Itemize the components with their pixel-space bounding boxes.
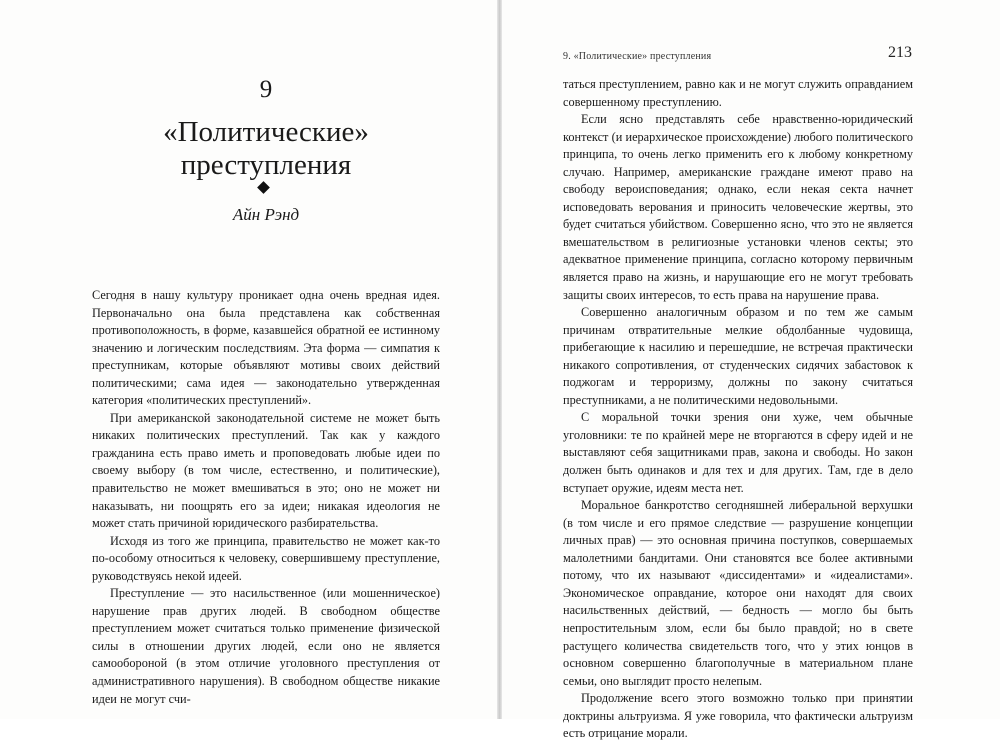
diamond-ornament-icon [257,181,270,194]
right-page [502,0,1000,741]
page-number: 213 [888,44,912,61]
running-head: 9. «Политические» преступления [563,51,712,62]
chapter-title-line-1: «Политические» [163,116,369,148]
right-body-text [563,76,913,743]
paragraph: Совершенно аналогичным образом и по тем же самым причинам отвратительные мелкие обдолбанные чудовища, прибегающие к насилию и перешедшие, не встречая практически никакого сопротивления, от студенческих сидячих забастовок к поджогам и терроризму, должны по закону считаться преступниками, а не политическими недовольными. [563,305,913,407]
left-page [0,0,497,719]
paragraph: Сегодня в нашу культуру проникает одна очень вредная идея. Первоначально она была представлена как собственная противоположность, в форме, казавшейся обратной ее истинному значению и логическим последствиям. Эта форма — симпатия к преступникам, которые объявляют мотивы своих действий политическими; сама идея — законодательно утвержденная категория «политических преступлений». [92,288,440,408]
paragraph: С моральной точки зрения они хуже, чем обычные уголовники: те по крайней мере не вторгаются в сферу идей и не выставляют себя защитниками прав, закона и свободы. Но закон должен быть одинаков и для тех и для других. Там, где в дело вступает оружие, идеям места нет. [563,410,913,495]
chapter-title [0,116,532,182]
paragraph: Продолжение всего этого возможно только при принятии доктрины альтруизма. Я уже говорила, что фактически альтруизм есть отрицание морали. [563,691,913,741]
paragraph: таться преступлением, равно как и не могут служить оправданием совершенному преступлению. [563,77,913,109]
paragraph: При американской законодательной системе не может быть никаких политических преступлений. Так как у каждого гражданина есть право иметь и проповедовать любые идеи по своему выбору (в том числе, естественно, и политические), правительство не может вмешиваться в это; оно не может ни наказывать, ни поощрять его за идеи; никакая идеология не может стать причиной юридического разбирательства. [92,410,440,531]
paragraph: Преступление — это насильственное (или мошенническое) нарушение прав других людей. В свободном обществе преступлением может считаться только применение физической силы в отношении других людей, если оно не является самообороной (в этом отличие уголовного преступления от административного нарушения). В свободном обществе никакие идеи не могут счи- [92,586,440,706]
paragraph: Моральное банкротство сегодняшней либеральной верхушки (в том числе и его прямое следствие — разрушение концепции личных прав) — это основная причина поступков, совершаемых малолетними бандитами. Они становятся все более активными потому, что их называют «диссидентами» и «идеалистами». Экономическое оправдание, которое они находят для своих насильственных действий, — бедность — могло бы быть непростительным злом, если бы было правдой; но в свете растущего количества свидетельств того, что у этих юнцов в основном совершенно благополучные в материальном плане семьи, оно выглядит просто нелепым. [563,498,913,688]
paragraph: Исходя из того же принципа, правительство не может как-то по-особому относиться к человеку, совершившему преступление, руководствуясь некой идеей. [92,533,440,583]
paragraph: Если ясно представлять себе нравственно-юридический контекст (и иерархическое происхождение) любого политического принципа, то очень легко применить его к любому конкретному случаю. Например, американские граждане имеют право на свободу вероисповедания; однако, если некая секта начнет исповедовать верования и приносить человеческие жертвы, это будет считаться убийством. Совершенно ясно, что это не является вмешательством в религиозные установки членов секты; это адекватное применение принципа, согласно которому первичным является право на жизнь, и нарушающие его не могут требовать защиты своих интересов, то есть права на нарушение права. [563,112,913,302]
chapter-author: Айн Рэнд [232,205,300,224]
chapter-title-line-2: преступления [180,149,352,181]
left-body-text [92,287,440,708]
chapter-number: 9 [259,76,273,103]
